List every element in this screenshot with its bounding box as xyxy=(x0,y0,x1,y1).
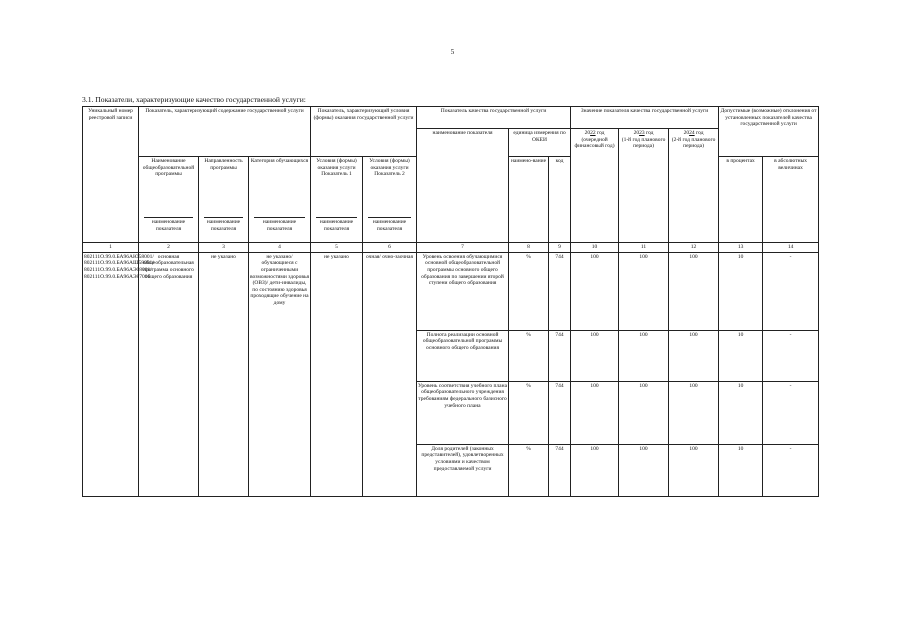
record-registry-number: 802111О.99.0.БА96АЮ58001/ 802111О.99.0.БА96АШ58001/ 802111О.99.0.БА96АЭ08001/ 802111О.99.0.БА96АЭ87001 xyxy=(83,252,139,496)
column-number: 10 xyxy=(571,243,619,253)
sub-condition2-header xyxy=(363,157,417,243)
sub-direction-bottom: наименование показателя xyxy=(206,219,241,232)
year3-number: 24 xyxy=(689,130,695,137)
indicator-year2: 100 xyxy=(619,252,669,330)
col-quality-value-header: Значение показателя качества государственной услуги xyxy=(571,107,719,129)
header-row-middle xyxy=(83,129,819,157)
column-number: 3 xyxy=(199,243,249,253)
year2-header xyxy=(619,129,669,243)
section-title: 3.1. Показатели, характеризующие качество государственной услуги: xyxy=(82,95,306,104)
sub-category-label: Категория обучающихся xyxy=(250,158,309,165)
col-deviations-header: Допустимые (возможные) отклонения от установленных показателей качества государственной услуги xyxy=(719,107,819,129)
sub-condition1-header xyxy=(311,157,363,243)
record-program: основная общеобразовательная программа основного общего образования xyxy=(139,252,199,496)
year1-number: 22 xyxy=(590,130,596,137)
indicator-name-header: наименование показателя xyxy=(417,129,509,243)
column-number: 12 xyxy=(669,243,719,253)
year1-desc: (очередной финансовый год) xyxy=(574,136,615,150)
dev-percent-header: в процентах xyxy=(719,157,763,243)
content-spacer xyxy=(139,129,311,157)
year1-header xyxy=(571,129,619,243)
indicator-year2: 100 xyxy=(619,330,669,381)
indicator-code: 744 xyxy=(549,330,571,381)
year2-suffix: год xyxy=(645,130,654,137)
sub-condition1-label: Условия (формы) оказания услуги Показатель 1 xyxy=(316,158,357,178)
year2-number: 23 xyxy=(639,130,645,137)
indicator-dev-absolute: - xyxy=(763,381,819,444)
indicator-year3: 100 xyxy=(669,252,719,330)
indicator-unit: % xyxy=(509,330,549,381)
deviations-spacer xyxy=(719,129,819,157)
year3-prefix: 20 xyxy=(683,130,690,137)
indicator-name: Полнота реализации основной общеобразовательной программы основного общего образования xyxy=(417,330,509,381)
indicator-dev-absolute: - xyxy=(763,252,819,330)
sub-program-label: Наименование общеобразовательной программы xyxy=(142,158,195,178)
indicator-year1: 100 xyxy=(571,381,619,444)
dev-absolute-header: в абсолютных величинах xyxy=(763,157,819,243)
indicator-year3: 100 xyxy=(669,444,719,496)
indicator-year3: 100 xyxy=(669,381,719,444)
indicator-year3: 100 xyxy=(669,330,719,381)
sub-program-divider xyxy=(144,216,193,218)
column-number: 9 xyxy=(549,243,571,253)
column-numbers-row xyxy=(83,243,819,253)
indicator-dev-percent: 10 xyxy=(719,381,763,444)
sub-condition1-divider xyxy=(316,216,357,218)
unit-code-header: код xyxy=(549,157,571,243)
indicator-year1: 100 xyxy=(571,444,619,496)
indicator-dev-percent: 10 xyxy=(719,330,763,381)
sub-direction-divider xyxy=(204,216,243,218)
indicator-year1: 100 xyxy=(571,330,619,381)
record-category: не указано/ обучающиеся с ограниченными возможностями здоровья (ОВЗ)/ дети-инвалиды, по состоянию здоровья проходящие обучение на дому xyxy=(249,252,311,496)
col-registry-header: Уникальный номер реестровой записи xyxy=(83,107,139,243)
indicator-year1: 100 xyxy=(571,252,619,330)
col-quality-header: Показатель качества государственной услуги xyxy=(417,107,571,129)
column-number: 8 xyxy=(509,243,549,253)
unit-name-header: наимено-вание xyxy=(509,157,549,243)
indicator-name: Уровень соответствия учебного плана общеобразовательного учреждения требованиям федерального базисного учебного плана xyxy=(417,381,509,444)
column-number: 7 xyxy=(417,243,509,253)
year3-header xyxy=(669,129,719,243)
record-direction: не указано xyxy=(199,252,249,496)
indicator-name: Уровень освоения обучающимися основной общеобразовательной программы основного общего образования по завершении второй ступени общего образования xyxy=(417,252,509,330)
quality-indicators-table xyxy=(82,106,819,497)
year1-suffix: год xyxy=(596,130,605,137)
col-conditions-header: Показатель, характеризующий условия (формы) оказания государственной услуги xyxy=(311,107,417,129)
indicator-unit: % xyxy=(509,444,549,496)
sub-category-header xyxy=(249,157,311,243)
sub-direction-header xyxy=(199,157,249,243)
year2-desc: (1-й год планового периода) xyxy=(621,136,666,150)
conditions-spacer xyxy=(311,129,417,157)
column-number: 13 xyxy=(719,243,763,253)
column-number: 4 xyxy=(249,243,311,253)
record-condition1: не указано xyxy=(311,252,363,496)
year3-desc: (2-й год планового периода) xyxy=(671,136,716,150)
indicator-code: 744 xyxy=(549,444,571,496)
indicator-year2: 100 xyxy=(619,381,669,444)
sub-program-bottom: наименование показателя xyxy=(151,219,186,232)
sub-condition2-divider xyxy=(368,216,411,218)
indicator-dev-percent: 10 xyxy=(719,252,763,330)
indicator-dev-percent: 10 xyxy=(719,444,763,496)
column-number: 2 xyxy=(139,243,199,253)
column-number: 14 xyxy=(763,243,819,253)
sub-condition2-label: Условия (формы) оказания услуги Показатель 2 xyxy=(369,158,410,178)
sub-program-header xyxy=(139,157,199,243)
sub-direction-label: Направленность программы xyxy=(204,158,243,171)
column-number: 5 xyxy=(311,243,363,253)
year1-prefix: 20 xyxy=(584,130,591,137)
unit-header: единица измерения по ОКЕИ xyxy=(509,129,571,157)
indicator-dev-absolute: - xyxy=(763,330,819,381)
table-row xyxy=(83,252,819,330)
indicator-dev-absolute: - xyxy=(763,444,819,496)
indicator-name: Доля родителей (законных представителей), удовлетворенных условиями и качеством предоставляемой услуги xyxy=(417,444,509,496)
year3-suffix: год xyxy=(695,130,704,137)
indicator-year2: 100 xyxy=(619,444,669,496)
col-content-header: Показатель, характеризующий содержание государственной услуги xyxy=(139,107,311,129)
record-condition2: очная/ очно-заочная xyxy=(363,252,417,496)
sub-category-divider xyxy=(254,216,305,218)
column-number: 1 xyxy=(83,243,139,253)
sub-condition2-bottom: наименование показателя xyxy=(372,219,407,232)
indicator-unit: % xyxy=(509,252,549,330)
header-row-top xyxy=(83,107,819,129)
sub-condition1-bottom: наименование показателя xyxy=(319,219,354,232)
indicator-unit: % xyxy=(509,381,549,444)
year2-prefix: 20 xyxy=(633,130,640,137)
page-number: 5 xyxy=(450,48,455,56)
column-number: 11 xyxy=(619,243,669,253)
column-number: 6 xyxy=(363,243,417,253)
indicator-code: 744 xyxy=(549,252,571,330)
indicator-code: 744 xyxy=(549,381,571,444)
sub-category-bottom: наименование показателя xyxy=(262,219,297,232)
